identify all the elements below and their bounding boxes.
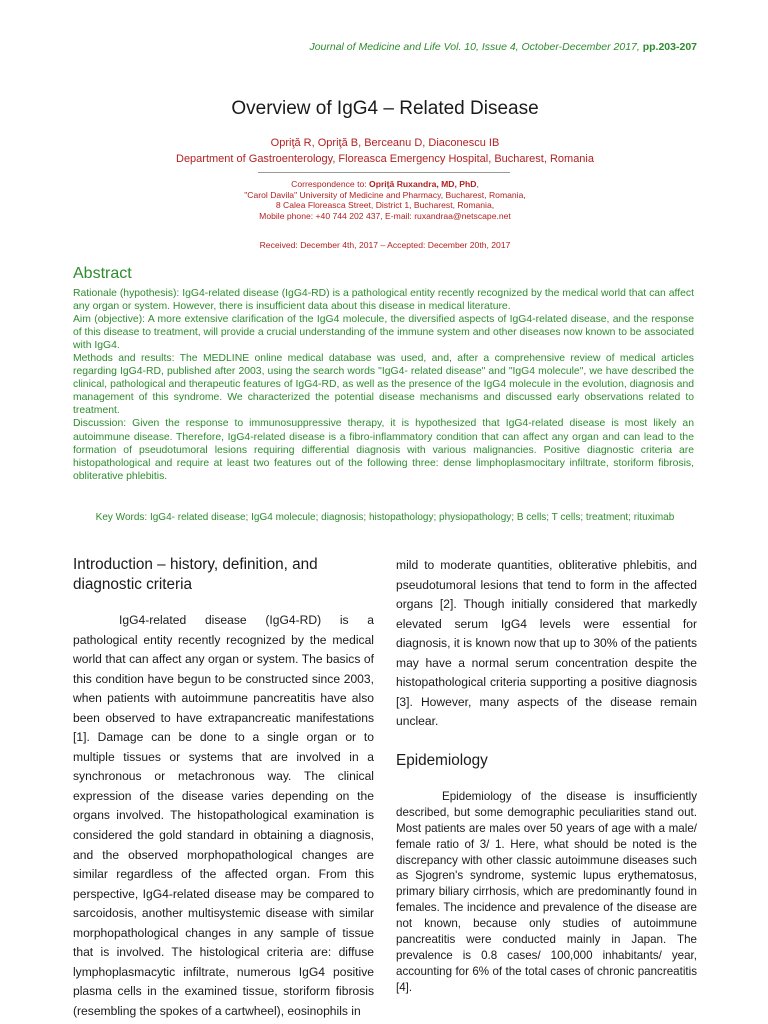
keywords: Key Words: IgG4- related disease; IgG4 molecule; diagnosis; histopathology; physiopathology; B cells; T cells; treatment; rituximab <box>95 512 675 523</box>
abstract-body <box>73 287 694 483</box>
correspondence-block: Correspondence to: Opriţă Ruxandra, MD, PhD, "Carol Davila" University of Medicine and Pharmacy, Bucharest, Romania, 8 Calea Floreasca Street, District 1, Bucharest, Romania, Mobile phone: +40 744 202 437, E-mail: ruxandraa@netscape.net <box>73 179 697 221</box>
correspondence-institution: "Carol Davila" University of Medicine and Pharmacy, Bucharest, Romania, <box>244 189 526 200</box>
intro-heading: Introduction – history, definition, and diagnostic criteria <box>73 556 318 593</box>
journal-pages: pp.203-207 <box>642 41 697 53</box>
received-dates: Received: December 4th, 2017 – Accepted: December 20th, 2017 <box>259 240 511 250</box>
journal-header <box>73 41 697 53</box>
correspondence-address: 8 Calea Floreasca Street, District 1, Bucharest, Romania, <box>275 200 495 211</box>
correspondence-contact: Mobile phone: +40 744 202 437, E-mail: ruxandraa@netscape.net <box>259 210 511 221</box>
epidemiology-heading: Epidemiology <box>396 751 488 769</box>
correspondence-name: Opriţă Ruxandra, MD, PhD <box>369 179 477 189</box>
left-column <box>73 555 374 1021</box>
article-title: Overview of IgG4 – Related Disease <box>231 98 539 119</box>
divider <box>258 172 510 173</box>
right-column <box>396 556 697 996</box>
abstract-heading: Abstract <box>73 265 132 282</box>
epidemiology-body: Epidemiology of the disease is insufficiently described, but some demographic peculiarities stand out. Most patients are males over 50 years of age with a male/ female ratio of 3/ 1. Here, what should be noted is the discrepancy with other classic autoimmune diseases such as Sjogren's syndrome, systemic lupus erythematosus, primary biliary cirrhosis, which are predominantly found in females. The incidence and prevalence of the disease are not known, because only studies of autoimmune pancreatitis were conducted mainly in Japan. The prevalence is 0.8 cases/ 100,000 inhabitants/ year, accounting for 6% of the total cases of chronic pancreatitis [4]. <box>396 789 697 994</box>
abstract-methods: Methods and results: The MEDLINE online medical database was used, and, after a comprehensive review of medical articles regarding IgG4-RD, published after 2003, using the search words "IgG4- related disease" and "IgG4 molecule", we have described the clinical, pathological and therapeutic features of IgG4-RD, as well as the presence of the IgG4 molecule in the evolution, diagnosis and management of this syndrome. We characterized the potential disease mechanisms and discussed early observations related to treatment. <box>73 353 694 417</box>
intro-body: IgG4-related disease (IgG4-RD) is a pathological entity recently recognized by the medical world that can affect any organ or system. The basics of this condition have begun to be constructed since 2003, when patients with autoimmune pancreatitis have also been observed to have extrapancreatic manifestations [1]. Damage can be done to a single organ or to multiple tissues or systems that are involved in a synchronous or metachronous way. The clinical expression of the disease varies depending on the organs involved. The histopathological examination is considered the gold standard in obtaining a diagnosis, and the observed morphopathological changes are similar regardless of the affected organ. From this perspective, IgG4-related disease may be compared to sarcoidosis, another multisystemic disease with similar morphopathological changes in any sample of tissue that is involved. The histological criteria are: diffuse lymphoplasmacytic infiltrate, numerous IgG4 positive plasma cells in the examined tissue, storiform fibrosis (resembling the spokes of a cartwheel), eosinophils in <box>73 613 374 1018</box>
abstract-discussion: Discussion: Given the response to immunosuppressive therapy, it is hypothesized that IgG4-related disease is most likely an autoimmune disease. Therefore, IgG4-related disease is a fibro-inflammatory condition that can affect any organ and can lead to the formation of pseudotumoral lesions requiring differential diagnosis with various malignancies. Positive diagnostic criteria are histopathological and require at least two features out of the following three: dense limphoplasmocitary infiltrate, storiform fibrosis, obliterative phlebitis. <box>73 418 694 482</box>
intro-continued: mild to moderate quantities, obliterative phlebitis, and pseudotumoral lesions that tend to form in the affected organs [2]. Though initially considered that markedly elevated serum IgG4 levels were essential for diagnosis, it is known now that up to 30% of the patients may have a normal serum concentration despite the histopathological criteria supporting a positive diagnosis [3]. However, many aspects of the disease remain unclear. <box>396 558 697 729</box>
affiliation: Department of Gastroenterology, Floreasca Emergency Hospital, Bucharest, Romania <box>176 153 594 165</box>
journal-citation: Journal of Medicine and Life Vol. 10, Issue 4, October-December 2017, <box>309 41 640 53</box>
author-list: Opriţă R, Opriţă B, Berceanu D, Diaconescu IB <box>270 137 500 149</box>
correspondence-label: Correspondence to: <box>291 179 367 189</box>
abstract-rationale: Rationale (hypothesis): IgG4-related disease (IgG4-RD) is a pathological entity recently recognized by the medical world that can affect any organ or system. However, there is insufficient data about this disease in medical literature. <box>73 288 694 313</box>
abstract-aim: Aim (objective): A more extensive clarification of the IgG4 molecule, the diversified aspects of IgG4-related disease, and the response of this disease to treatment, will provide a crucial understanding of the immune system and other diseases now known to be associated with IgG4. <box>73 314 694 352</box>
